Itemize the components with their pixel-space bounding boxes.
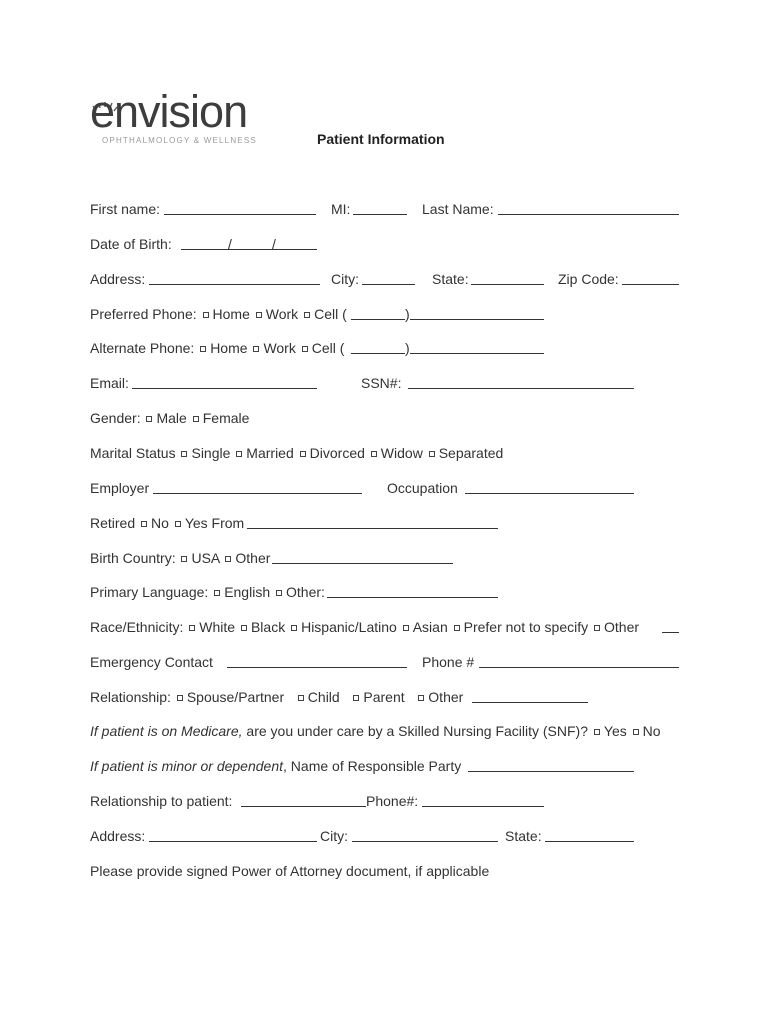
occupation-field[interactable] bbox=[465, 493, 634, 494]
address-field[interactable] bbox=[149, 284, 320, 285]
envision-logo bbox=[88, 88, 288, 148]
relationship-to-patient-field[interactable] bbox=[241, 806, 366, 807]
last-name-field[interactable] bbox=[498, 214, 679, 215]
dob-field[interactable] bbox=[181, 249, 317, 250]
female-checkbox[interactable] bbox=[193, 416, 199, 422]
address-label: Address: bbox=[90, 271, 146, 287]
language-other-field[interactable] bbox=[327, 597, 498, 598]
city-label: City: bbox=[331, 271, 359, 287]
retired-label: Retired bbox=[90, 515, 136, 531]
cell-checkbox[interactable] bbox=[302, 346, 308, 352]
employer-label: Employer bbox=[90, 480, 150, 496]
home-checkbox[interactable] bbox=[200, 346, 206, 352]
relationship-label: Relationship: bbox=[90, 689, 171, 705]
white-checkbox[interactable] bbox=[189, 625, 195, 631]
other-checkbox[interactable] bbox=[594, 625, 600, 631]
birth-country-label: Birth Country: bbox=[90, 550, 176, 566]
work-checkbox[interactable] bbox=[253, 346, 259, 352]
responsible-party-field[interactable] bbox=[468, 771, 634, 772]
area-code-paren: ) bbox=[405, 340, 410, 356]
form-title: Patient Information bbox=[317, 131, 445, 147]
single-checkbox[interactable] bbox=[181, 451, 187, 457]
state-label: State: bbox=[432, 271, 469, 287]
rp-state-field[interactable] bbox=[545, 841, 634, 842]
dob-slash: / bbox=[228, 236, 232, 252]
marital-status-label: Marital Status bbox=[90, 445, 176, 461]
male-checkbox[interactable] bbox=[146, 416, 152, 422]
other-checkbox[interactable] bbox=[418, 695, 424, 701]
usa-checkbox[interactable] bbox=[181, 556, 187, 562]
spouse-checkbox[interactable] bbox=[177, 695, 183, 701]
first-name-field[interactable] bbox=[164, 214, 316, 215]
separated-checkbox[interactable] bbox=[429, 451, 435, 457]
no-checkbox[interactable] bbox=[633, 729, 639, 735]
asian-checkbox[interactable] bbox=[403, 625, 409, 631]
last-name-label: Last Name: bbox=[422, 201, 494, 217]
first-name-label: First name: bbox=[90, 201, 161, 217]
rp-address-field[interactable] bbox=[149, 841, 317, 842]
alternate-phone-field[interactable] bbox=[410, 353, 544, 354]
occupation-label: Occupation bbox=[387, 480, 458, 496]
child-checkbox[interactable] bbox=[298, 695, 304, 701]
city-field[interactable] bbox=[362, 284, 415, 285]
rp-city-field[interactable] bbox=[352, 841, 498, 842]
zip-field[interactable] bbox=[622, 284, 679, 285]
poa-text: Please provide signed Power of Attorney document, if applicable bbox=[90, 863, 490, 879]
parent-checkbox[interactable] bbox=[353, 695, 359, 701]
minor-italic: If patient is minor or dependent bbox=[90, 758, 284, 774]
ssn-field[interactable] bbox=[408, 388, 634, 389]
race-other-field[interactable] bbox=[662, 632, 679, 633]
other-checkbox[interactable] bbox=[225, 556, 231, 562]
rp-phone-label: Phone#: bbox=[366, 793, 419, 809]
married-checkbox[interactable] bbox=[236, 451, 242, 457]
mi-field[interactable] bbox=[353, 214, 407, 215]
mi-label: MI: bbox=[331, 201, 351, 217]
black-checkbox[interactable] bbox=[241, 625, 247, 631]
cell-checkbox[interactable] bbox=[304, 312, 310, 318]
area-code-field[interactable] bbox=[351, 353, 405, 354]
gender-label: Gender: bbox=[90, 410, 141, 426]
area-code-paren: ) bbox=[405, 306, 410, 322]
birth-country-field[interactable] bbox=[272, 563, 453, 564]
area-code-field[interactable] bbox=[351, 319, 405, 320]
emergency-contact-field[interactable] bbox=[227, 667, 407, 668]
home-checkbox[interactable] bbox=[203, 312, 209, 318]
other-checkbox[interactable] bbox=[276, 590, 282, 596]
medicare-italic: If patient is on Medicare, bbox=[90, 723, 243, 739]
ssn-label: SSN#: bbox=[361, 375, 402, 391]
emergency-contact-label: Emergency Contact bbox=[90, 654, 213, 670]
emergency-phone-label: Phone # bbox=[422, 654, 475, 670]
widow-checkbox[interactable] bbox=[371, 451, 377, 457]
state-field[interactable] bbox=[471, 284, 544, 285]
race-ethnicity-label: Race/Ethnicity: bbox=[90, 619, 184, 635]
primary-language-label: Primary Language: bbox=[90, 584, 209, 600]
dob-label: Date of Birth: bbox=[90, 236, 172, 252]
preferred-phone-field[interactable] bbox=[410, 319, 544, 320]
rp-state-label: State: bbox=[505, 828, 542, 844]
logo-wordmark: envision bbox=[90, 86, 248, 137]
retired-from-field[interactable] bbox=[247, 528, 498, 529]
employer-field[interactable] bbox=[153, 493, 362, 494]
prefer-not-checkbox[interactable] bbox=[454, 625, 460, 631]
divorced-checkbox[interactable] bbox=[300, 451, 306, 457]
email-field[interactable] bbox=[132, 388, 317, 389]
email-label: Email: bbox=[90, 375, 129, 391]
alternate-phone-label: Alternate Phone: Home Work Cell ( bbox=[90, 340, 345, 356]
english-checkbox[interactable] bbox=[214, 590, 220, 596]
dob-slash: / bbox=[272, 236, 276, 252]
hispanic-checkbox[interactable] bbox=[291, 625, 297, 631]
emergency-phone-field[interactable] bbox=[479, 667, 679, 668]
rp-city-label: City: bbox=[320, 828, 348, 844]
relationship-to-patient-label: Relationship to patient: bbox=[90, 793, 233, 809]
yes-checkbox[interactable] bbox=[594, 729, 600, 735]
work-checkbox[interactable] bbox=[256, 312, 262, 318]
no-checkbox[interactable] bbox=[141, 521, 147, 527]
preferred-phone-label: Preferred Phone: Home Work Cell ( bbox=[90, 306, 347, 322]
logo-tagline: OPHTHALMOLOGY & WELLNESS bbox=[102, 136, 257, 145]
rp-address-label: Address: bbox=[90, 828, 146, 844]
yes-checkbox[interactable] bbox=[175, 521, 181, 527]
relationship-other-field[interactable] bbox=[472, 702, 588, 703]
zip-label: Zip Code: bbox=[558, 271, 619, 287]
rp-phone-field[interactable] bbox=[422, 806, 544, 807]
